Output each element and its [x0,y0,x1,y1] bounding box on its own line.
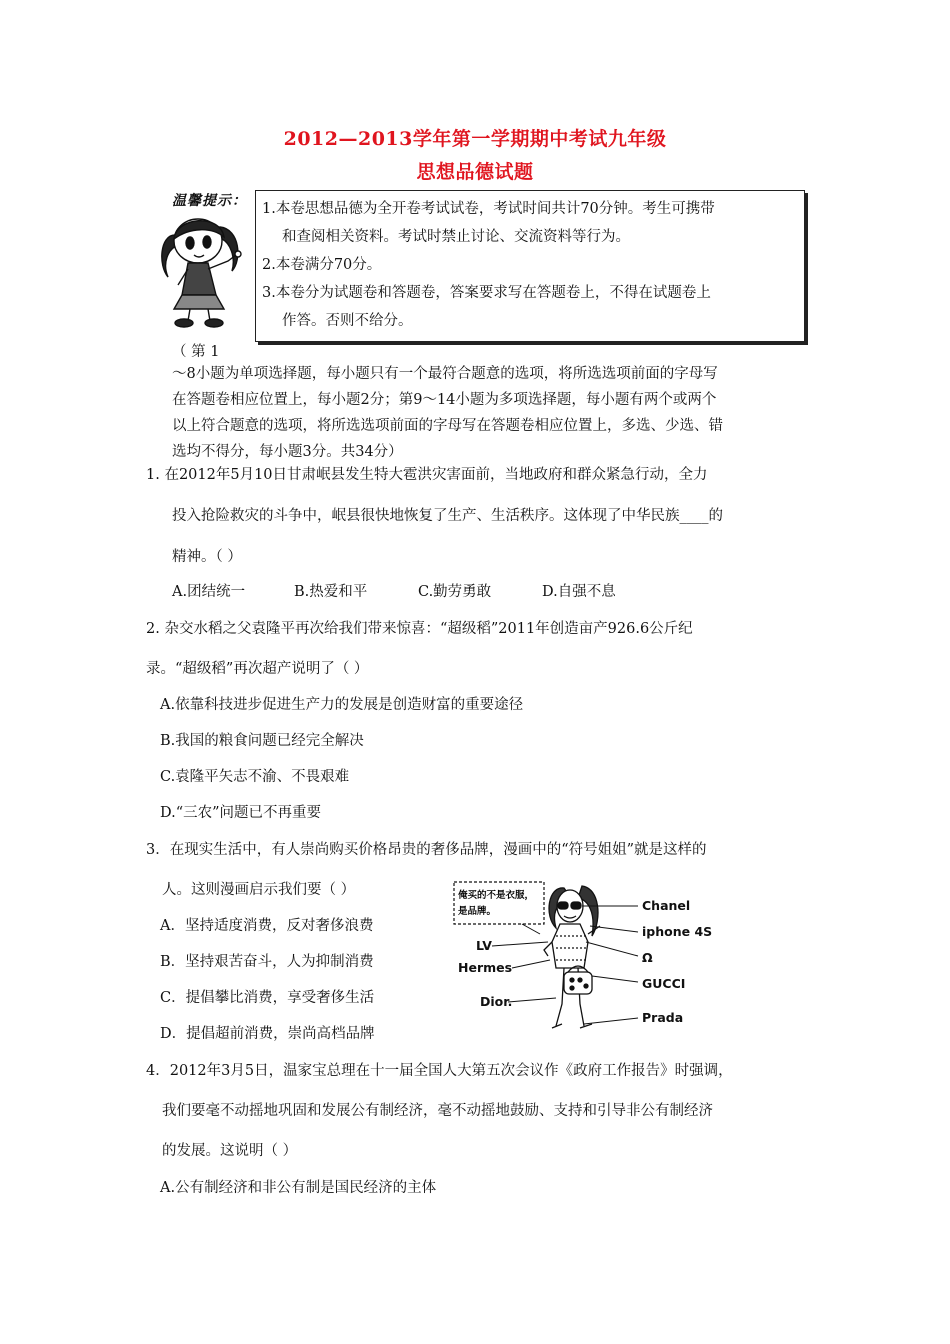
q3-line-2: 人。这则漫画启示我们要（ ） [162,882,356,898]
q1-option-b: B.热爱和平 [294,584,368,600]
q4-option-a: A.公有制经济和非公有制是国民经济的主体 [160,1180,437,1196]
label-lv: LV [476,938,492,953]
q2-line-1: 2. 杂交水稻之父袁隆平再次给我们带来惊喜：“超级稻”2011年创造亩产926.6公斤纪 [146,621,693,637]
tip-line-4: 3.本卷分为试题卷和答题卷，答案要求写在答题卷上，不得在试题卷上 [262,285,711,301]
q2-option-c: C.袁隆平矢志不渝、不畏艰难 [160,769,350,785]
label-dior: Dior. [480,994,513,1009]
exam-subtitle: 思想品德试题 [416,161,534,183]
q1-option-a: A.团结统一 [172,584,246,600]
label-iphone: iphone 4S [642,924,713,939]
tip-line-2: 和查阅相关资料。考试时禁止讨论、交流资料等行为。 [282,229,630,245]
q2-option-d: D.“三农”问题已不再重要 [160,805,322,821]
section-marker: （ 第 1 [172,344,220,360]
tip-line-5: 作答。否则不给分。 [282,313,413,329]
section-line-4: 选均不得分，每小题3分。共34分） [172,444,403,460]
q3-option-c: C．提倡攀比消费，享受奢侈生活 [160,990,375,1006]
q1-line-1: 1. 在2012年5月10日甘肃岷县发生特大雹洪灾害面前，当地政府和群众紧急行动，全力 [146,467,708,483]
section-line-3: 以上符合题意的选项，将所选选项前面的字母写在答题卷相应位置上，多选、少选、错 [172,418,723,434]
q4-line-3: 的发展。这说明（ ） [162,1143,298,1159]
section-line-1: ～8小题为单项选择题，每小题只有一个最符合题意的选项，将所选选项前面的字母写 [172,366,718,382]
q2-option-b: B.我国的粮食问题已经完全解决 [160,733,364,749]
q3-line-1: 3．在现实生活中，有人崇尚购买价格昂贵的奢侈品牌，漫画中的“符号姐姐”就是这样的 [146,842,707,858]
q2-option-a: A.依靠科技进步促进生产力的发展是创造财富的重要途径 [160,697,524,713]
label-prada: Prada [642,1010,684,1025]
label-hermes: Hermes [458,960,513,975]
girl-illustration [150,205,250,330]
section-line-2: 在答题卷相应位置上，每小题2分；第9～14小题为多项选择题，每小题有两个或两个 [172,392,717,408]
q1-line-3: 精神。（ ） [172,549,242,565]
tip-line-3: 2.本卷满分70分。 [262,257,382,273]
cartoon-speech-2: 是品牌。 [458,906,497,917]
label-gucci: GUCCI [642,976,686,991]
q3-option-d: D．提倡超前消费，崇尚高档品牌 [160,1026,375,1042]
tip-label: 温馨提示： [172,193,247,209]
tip-line-1: 1.本卷思想品德为全开卷考试试卷，考试时间共计70分钟。考生可携带 [262,201,715,217]
q3-option-a: A．坚持适度消费，反对奢侈浪费 [160,918,374,934]
q1-line-2: 投入抢险救灾的斗争中，岷县很快地恢复了生产、生活秩序。这体现了中华民族____的 [172,508,723,524]
label-omega: Ω [642,950,653,965]
q4-line-2: 我们要毫不动摇地巩固和发展公有制经济，毫不动摇地鼓励、支持和引导非公有制经济 [162,1103,713,1119]
q1-option-d: D.自强不息 [542,584,616,600]
cartoon-speech-1: 俺买的不是衣服， [458,890,535,901]
label-chanel: Chanel [642,898,691,913]
q4-line-1: 4．2012年3月5日，温家宝总理在十一届全国人大第五次会议作《政府工作报告》时强调， [146,1063,733,1079]
q3-option-b: B．坚持艰苦奋斗，人为抑制消费 [160,954,374,970]
q2-line-2: 录。“超级稻”再次超产说明了（ ） [146,661,369,677]
q1-option-c: C.勤劳勇敢 [418,584,492,600]
exam-title: 2012—2013学年第一学期期中考试九年级 [283,128,667,150]
tips-box [255,190,805,342]
luxury-cartoon [452,876,722,1046]
